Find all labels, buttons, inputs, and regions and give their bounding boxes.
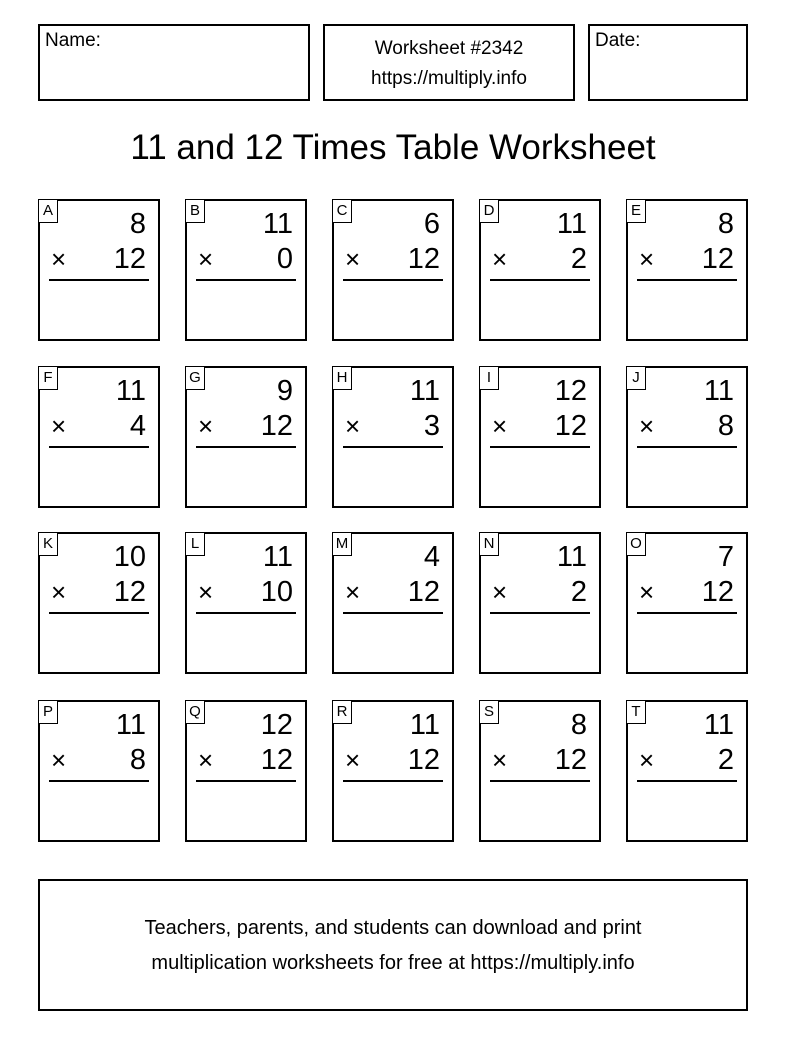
- multiplier: 12: [701, 243, 734, 275]
- problem-card[interactable]: [479, 366, 601, 508]
- multiplicand: 7: [717, 541, 734, 573]
- problem-card[interactable]: [185, 532, 307, 674]
- multiplier: 12: [113, 576, 146, 608]
- multiplicand: 10: [113, 541, 146, 573]
- problem-card[interactable]: [479, 199, 601, 341]
- multiply-sign: ×: [639, 411, 655, 441]
- multiply-sign: ×: [492, 411, 508, 441]
- multiplier: 12: [407, 243, 440, 275]
- multiplier: 3: [423, 410, 440, 442]
- problem-card[interactable]: [38, 700, 160, 842]
- multiply-sign: ×: [345, 745, 361, 775]
- multiply-sign: ×: [639, 244, 655, 274]
- problem-card[interactable]: [626, 366, 748, 508]
- multiplier: 2: [570, 243, 587, 275]
- footer-line-1: Teachers, parents, and students can download and print: [144, 917, 642, 939]
- problem-label: P: [38, 700, 58, 724]
- multiplier: 12: [407, 576, 440, 608]
- problem-card[interactable]: [479, 532, 601, 674]
- multiply-sign: ×: [345, 577, 361, 607]
- answer-line: [343, 780, 443, 782]
- multiplier: 10: [260, 576, 293, 608]
- multiply-sign: ×: [51, 577, 67, 607]
- answer-line: [196, 279, 296, 281]
- worksheet-number: Worksheet #2342: [374, 38, 524, 59]
- problem-card[interactable]: [185, 199, 307, 341]
- answer-line: [637, 446, 737, 448]
- multiplier: 12: [260, 744, 293, 776]
- problem-label: O: [626, 532, 646, 556]
- multiplier: 2: [717, 744, 734, 776]
- problem-card[interactable]: [38, 199, 160, 341]
- answer-line: [49, 446, 149, 448]
- multiplicand: 11: [703, 709, 734, 741]
- answer-line: [637, 780, 737, 782]
- problem-label: S: [479, 700, 499, 724]
- multiplicand: 11: [409, 375, 440, 407]
- multiply-sign: ×: [198, 745, 214, 775]
- multiplier: 12: [701, 576, 734, 608]
- problem-card[interactable]: [626, 532, 748, 674]
- multiplicand: 11: [703, 375, 734, 407]
- problem-label: R: [332, 700, 352, 724]
- problem-card[interactable]: [185, 700, 307, 842]
- footer-box: [38, 879, 748, 1011]
- multiplier: 12: [554, 410, 587, 442]
- problem-label: Q: [185, 700, 205, 724]
- multiplicand: 8: [570, 709, 587, 741]
- answer-line: [343, 612, 443, 614]
- answer-line: [637, 612, 737, 614]
- multiplicand: 12: [260, 709, 293, 741]
- problem-card[interactable]: [332, 700, 454, 842]
- multiply-sign: ×: [198, 244, 214, 274]
- multiply-sign: ×: [51, 244, 67, 274]
- problem-label: I: [479, 366, 499, 390]
- name-label: Name:: [45, 30, 101, 51]
- worksheet-info-box: [323, 24, 575, 101]
- multiplier: 12: [407, 744, 440, 776]
- multiply-sign: ×: [345, 244, 361, 274]
- problem-label: J: [626, 366, 646, 390]
- multiplicand: 8: [717, 208, 734, 240]
- multiply-sign: ×: [492, 244, 508, 274]
- problem-card[interactable]: [332, 532, 454, 674]
- answer-line: [49, 780, 149, 782]
- problem-label: A: [38, 199, 58, 223]
- multiplier: 8: [717, 410, 734, 442]
- problem-card[interactable]: [185, 366, 307, 508]
- multiplier: 12: [554, 744, 587, 776]
- multiplicand: 12: [554, 375, 587, 407]
- multiply-sign: ×: [492, 577, 508, 607]
- answer-line: [49, 612, 149, 614]
- problem-label: M: [332, 532, 352, 556]
- multiply-sign: ×: [345, 411, 361, 441]
- problem-card[interactable]: [626, 700, 748, 842]
- multiplier: 12: [260, 410, 293, 442]
- problem-card[interactable]: [38, 366, 160, 508]
- multiplicand: 4: [423, 541, 440, 573]
- multiplicand: 8: [129, 208, 146, 240]
- problem-label: E: [626, 199, 646, 223]
- multiplier: 12: [113, 243, 146, 275]
- multiply-sign: ×: [51, 745, 67, 775]
- problem-label: K: [38, 532, 58, 556]
- multiply-sign: ×: [639, 745, 655, 775]
- multiplicand: 11: [556, 541, 587, 573]
- answer-line: [490, 279, 590, 281]
- problem-label: D: [479, 199, 499, 223]
- multiply-sign: ×: [198, 411, 214, 441]
- multiplier: 8: [129, 744, 146, 776]
- problem-card[interactable]: [332, 366, 454, 508]
- multiply-sign: ×: [639, 577, 655, 607]
- answer-line: [490, 612, 590, 614]
- multiplier: 4: [129, 410, 146, 442]
- answer-line: [196, 446, 296, 448]
- multiplicand: 11: [262, 208, 293, 240]
- answer-line: [196, 612, 296, 614]
- multiply-sign: ×: [492, 745, 508, 775]
- multiply-sign: ×: [51, 411, 67, 441]
- multiplicand: 11: [409, 709, 440, 741]
- problem-label: H: [332, 366, 352, 390]
- problem-label: G: [185, 366, 205, 390]
- name-field-box[interactable]: [38, 24, 310, 101]
- answer-line: [490, 446, 590, 448]
- date-label: Date:: [595, 30, 641, 51]
- multiplier: 2: [570, 576, 587, 608]
- problem-label: L: [185, 532, 205, 556]
- page-title: 11 and 12 Times Table Worksheet: [130, 128, 656, 167]
- multiplicand: 11: [556, 208, 587, 240]
- answer-line: [343, 446, 443, 448]
- date-field-box[interactable]: [588, 24, 748, 101]
- multiplicand: 11: [115, 709, 146, 741]
- problem-label: B: [185, 199, 205, 223]
- problem-label: C: [332, 199, 352, 223]
- answer-line: [490, 780, 590, 782]
- problem-card[interactable]: [479, 700, 601, 842]
- problem-label: F: [38, 366, 58, 390]
- multiplier: 0: [276, 243, 293, 275]
- multiplicand: 11: [262, 541, 293, 573]
- problem-label: T: [626, 700, 646, 724]
- website-link[interactable]: https://multiply.info: [371, 68, 527, 89]
- multiplicand: 11: [115, 375, 146, 407]
- footer-line-2: multiplication worksheets for free at https://multiply.info: [151, 952, 635, 974]
- problem-card[interactable]: [626, 199, 748, 341]
- answer-line: [196, 780, 296, 782]
- answer-line: [637, 279, 737, 281]
- problem-card[interactable]: [38, 532, 160, 674]
- problem-card[interactable]: [332, 199, 454, 341]
- answer-line: [49, 279, 149, 281]
- answer-line: [343, 279, 443, 281]
- multiply-sign: ×: [198, 577, 214, 607]
- multiplicand: 9: [276, 375, 293, 407]
- problem-label: N: [479, 532, 499, 556]
- multiplicand: 6: [423, 208, 440, 240]
